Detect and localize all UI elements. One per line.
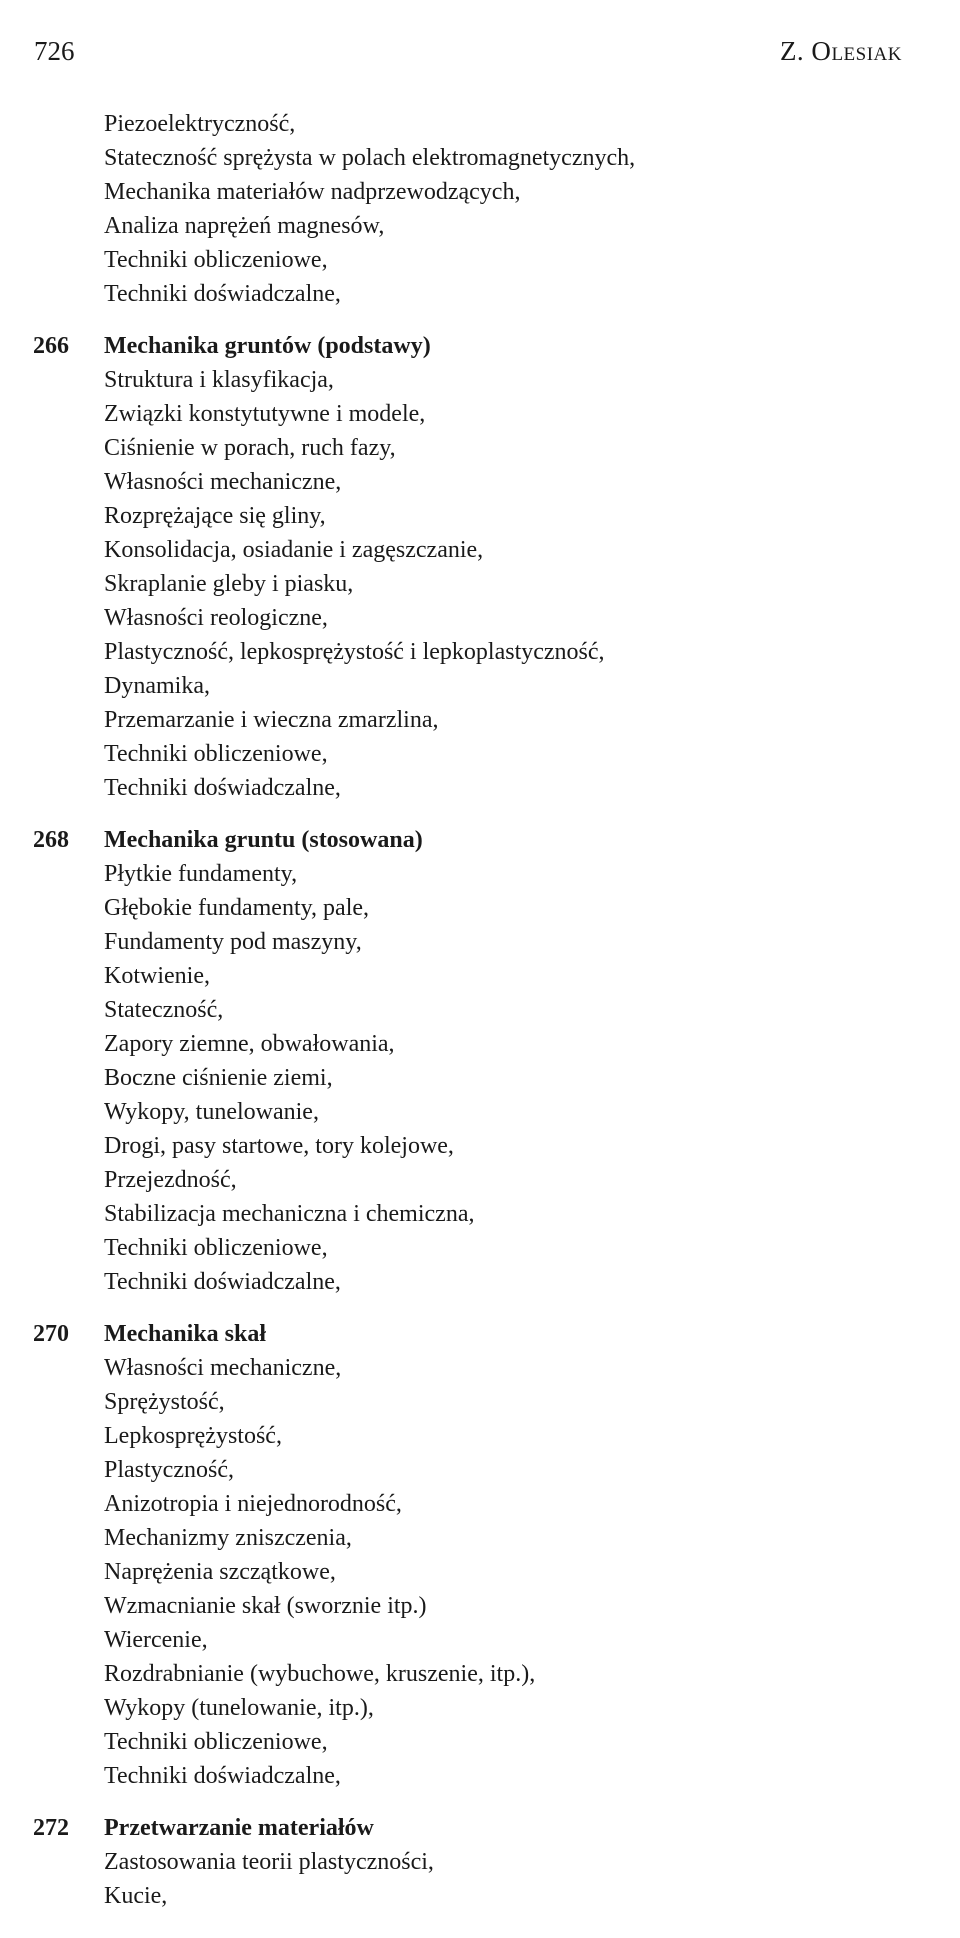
list-item: Fundamenty pod maszyny, — [104, 929, 362, 955]
section-items — [0, 1351, 960, 1793]
running-head-initial: Z. O — [779, 36, 832, 66]
running-head — [780, 36, 902, 67]
list-item: Przemarzanie i wieczna zmarzlina, — [104, 707, 439, 733]
list-item: Techniki doświadczalne, — [104, 1763, 341, 1789]
list-item: Własności mechaniczne, — [104, 1355, 342, 1381]
list-item: Techniki doświadczalne, — [104, 1269, 341, 1295]
list-item: Stateczność, — [104, 997, 224, 1023]
list-item: Stabilizacja mechaniczna i chemiczna, — [104, 1201, 475, 1227]
section-title: Mechanika skał — [104, 1321, 267, 1347]
section-header — [0, 1317, 960, 1351]
list-item: Dynamika, — [104, 673, 210, 699]
section-header — [0, 823, 960, 857]
list-item: Głębokie fundamenty, pale, — [104, 895, 370, 921]
list-item: Wykopy (tunelowanie, itp.), — [104, 1695, 374, 1721]
list-item: Własności reologiczne, — [104, 605, 328, 631]
section-header — [0, 329, 960, 363]
list-item: Ciśnienie w porach, ruch fazy, — [104, 435, 396, 461]
list-item: Techniki obliczeniowe, — [104, 1235, 328, 1261]
section-title: Mechanika gruntów (podstawy) — [104, 333, 431, 359]
list-item: Stateczność sprężysta w polach elektromagnetycznych, — [104, 145, 636, 171]
list-item: Mechanika materiałów nadprzewodzących, — [104, 179, 521, 205]
list-item: Skraplanie gleby i piasku, — [104, 571, 354, 597]
list-item: Przejezdność, — [104, 1167, 237, 1193]
section-number: 270 — [33, 1321, 69, 1347]
page-number: 726 — [34, 36, 75, 66]
section-title: Mechanika gruntu (stosowana) — [104, 827, 423, 853]
section-items — [0, 1845, 960, 1913]
section-continued — [0, 107, 960, 311]
section-number: 272 — [33, 1815, 69, 1841]
list-item: Struktura i klasyfikacja, — [104, 367, 334, 393]
section-266 — [0, 329, 960, 805]
list-item: Drogi, pasy startowe, tory kolejowe, — [104, 1133, 454, 1159]
list-item: Rozdrabnianie (wybuchowe, kruszenie, itp.), — [104, 1661, 536, 1687]
section-header — [0, 1811, 960, 1845]
list-item: Boczne ciśnienie ziemi, — [104, 1065, 333, 1091]
section-number: 266 — [33, 333, 69, 359]
list-item: Własności mechaniczne, — [104, 469, 342, 495]
section-270 — [0, 1317, 960, 1793]
section-268 — [0, 823, 960, 1299]
page-header — [34, 36, 902, 76]
list-item: Techniki doświadczalne, — [104, 281, 341, 307]
list-item: Wykopy, tunelowanie, — [104, 1099, 319, 1125]
list-item: Naprężenia szczątkowe, — [104, 1559, 336, 1585]
section-title: Przetwarzanie materiałów — [104, 1815, 374, 1841]
list-item: Płytkie fundamenty, — [104, 861, 298, 887]
list-item: Mechanizmy zniszczenia, — [104, 1525, 352, 1551]
list-item: Piezoelektryczność, — [104, 111, 296, 137]
list-item: Techniki obliczeniowe, — [104, 741, 328, 767]
list-item: Techniki obliczeniowe, — [104, 247, 328, 273]
list-item: Techniki obliczeniowe, — [104, 1729, 328, 1755]
subject-list — [0, 107, 960, 1913]
list-item: Lepkosprężystość, — [104, 1423, 282, 1449]
list-item: Rozprężające się gliny, — [104, 503, 326, 529]
list-item: Plastyczność, lepkosprężystość i lepkoplastyczność, — [104, 639, 605, 665]
list-item: Analiza naprężeń magnesów, — [104, 213, 385, 239]
section-items — [0, 363, 960, 805]
list-item: Zastosowania teorii plastyczności, — [104, 1849, 434, 1875]
running-head-surname: lesiak — [831, 36, 902, 66]
section-items — [0, 107, 960, 311]
section-272 — [0, 1811, 960, 1913]
list-item: Kotwienie, — [104, 963, 210, 989]
section-items — [0, 857, 960, 1299]
list-item: Sprężystość, — [104, 1389, 225, 1415]
list-item: Wiercenie, — [104, 1627, 208, 1653]
list-item: Plastyczność, — [104, 1457, 234, 1483]
list-item: Wzmacnianie skał (sworznie itp.) — [104, 1593, 427, 1619]
list-item: Kucie, — [104, 1883, 168, 1909]
section-number: 268 — [33, 827, 69, 853]
list-item: Konsolidacja, osiadanie i zagęszczanie, — [104, 537, 484, 563]
list-item: Anizotropia i niejednorodność, — [104, 1491, 402, 1517]
list-item: Zapory ziemne, obwałowania, — [104, 1031, 395, 1057]
list-item: Techniki doświadczalne, — [104, 775, 341, 801]
list-item: Związki konstytutywne i modele, — [104, 401, 426, 427]
